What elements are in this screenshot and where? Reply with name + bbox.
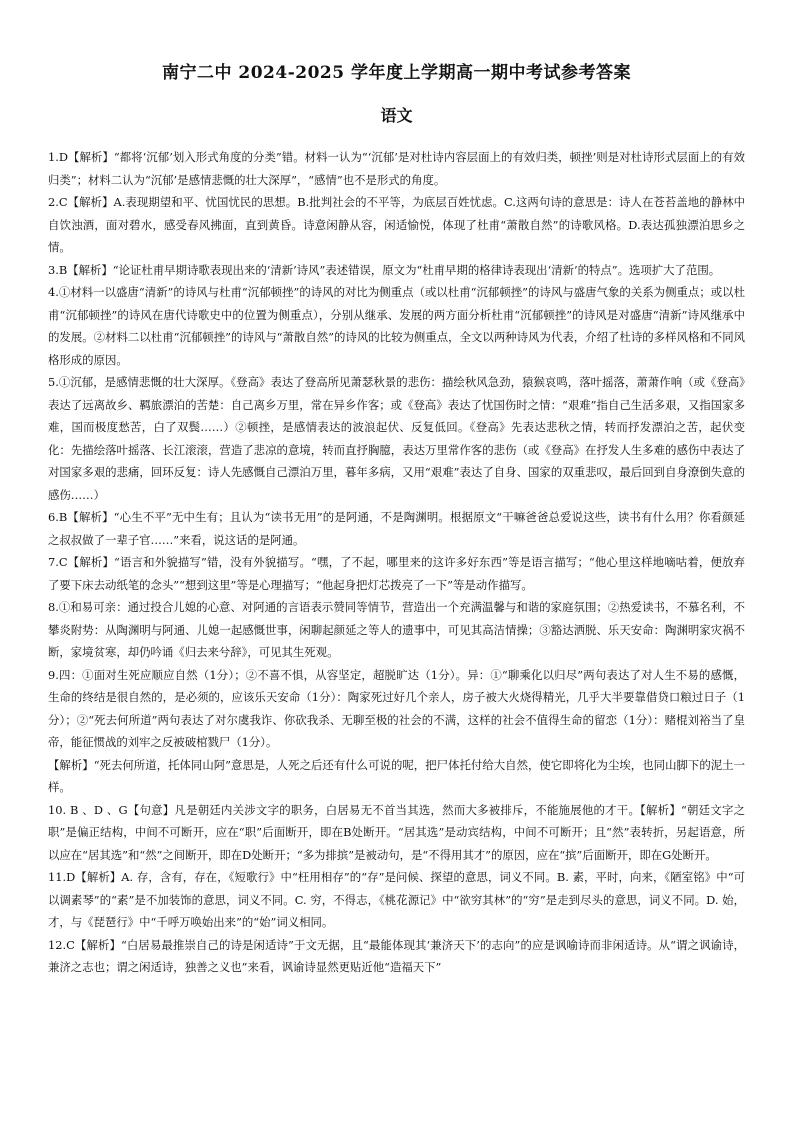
answer-document bbox=[48, 58, 745, 979]
answer-5: 5.①沉郁，是感情悲慨的壮大深厚。《登高》表达了登高所见萧瑟秋景的悲伤：描绘秋风急劲，猿猴哀鸣，落叶摇落，萧萧作响（或《登高》表达了远离故乡、羁旅漂泊的苦楚：自己离乡万里，常在异乡作客；或《登高》表达了忧国伤时之情：“艰难”指自己生活多艰，又指国家多难，国而极度愁苦，白了双鬓……）②顿挫，是感情表达的波浪起伏、反复低回。《登高》先表达悲秋之情，转而抒发漂泊之苦，起伏变化：先描绘落叶摇落、长江滚滚，营造了悲凉的意境，转而直抒胸臆，表达万里常作客的悲伤（或《登高》在抒发人生多难的感伤中表达了对国家多艰的悲痛，回环反复：诗人先感慨自己漂泊万里，暮年多病，又用“艰难”表达了自身、国家的双重悲叹，最后回到自身潦倒失意的感伤……） bbox=[48, 375, 745, 502]
subject-heading: 语文 bbox=[380, 106, 413, 125]
answer-9: 9.四：①面对生死应顺应自然（1分）；②不喜不惧，从容坚定，超脱旷达（1分）。异：①“聊乘化以归尽”两句表达了对人生不易的感慨，生命的终结是很自然的，是必须的，应该乐天安命（1分）：陶家死过好几个亲人，房子被大火烧得精光，几乎大半要靠借贷口粮过日子（1分）；②“死去何所道”两句表达了对尔虞我诈、你砍我杀、无聊至极的社会的不满，这样的社会不值得生命的留恋（1分）：赌棍刘裕当了皇帝，能征惯战的刘牢之反被破棺戮尸（1分）。 bbox=[48, 667, 745, 749]
answer-2: 2.C【解析】A.表现期望和平、忧国忧民的思想。B.批判社会的不平等，为底层百姓忧虑。C.这两句诗的意思是：诗人在苍苔盖地的静林中自饮浊酒，面对碧水，感受春风拂面，直到黄昏。诗意闲静从容，闲适愉悦，体现了杜甫“萧散自然”的诗歌风格。D.表达孤独漂泊思乡之情。 bbox=[48, 195, 745, 254]
answer-9-analysis: 【解析】“死去何所道，托体同山阿”意思是，人死之后还有什么可说的呢，把尸体托付给大自然，使它即将化为尘埃，也同山脚下的泥土一样。 bbox=[48, 757, 745, 794]
document-title: 南宁二中 2024-2025 学年度上学期高一期中考试参考答案 bbox=[161, 63, 632, 83]
answer-1: 1.D【解析】“都将‘沉郁’划入形式角度的分类”错。材料一认为“‘沉郁’是对杜诗内容层面上的有效归类，顿挫’则是对杜诗形式层面上的有效归类”；材料二认为“沉郁’是感情悲慨的壮大深厚”，“感情”也不是形式的角度。 bbox=[48, 150, 745, 187]
answer-6: 6.B【解析】“心生不平”无中生有；且认为“读书无用”的是阿通，不是陶渊明。根据原文“干嘛爸爸总爱说这些，读书有什么用？你看颜延之叔叔做了一辈子官……”来看，说这话的是阿通。 bbox=[48, 510, 745, 547]
answer-4: 4.①材料一以盛唐“清新”的诗风与杜甫“沉郁顿挫”的诗风的对比为侧重点（或以杜甫“沉郁顿挫”的诗风与盛唐气象的关系为侧重点；或以杜甫“沉郁顿挫”的诗风在唐代诗歌史中的位置为侧重点），分别从继承、发展的两方面分析杜甫“沉郁顿挫”的诗风是对盛唐“清新”诗风继承中的发展。②材料二以杜甫“沉郁顿挫”的诗风与“萧散自然”的诗风的比较为侧重点，全文以两种诗风为代表，介绍了杜诗的多样风格和不同风格形成的原因。 bbox=[48, 285, 745, 367]
answer-12: 12.C【解析】“白居易最推崇自己的诗是闲适诗”于文无据，且“最能体现其‘兼济天下’的志向”的应是讽喻诗而非闲适诗。从“谓之讽谕诗，兼济之志也；谓之闲适诗，独善之义也”来看，讽谕诗显然更贴近他“造福天下” bbox=[48, 937, 745, 974]
answer-7: 7.C【解析】“语言和外貌描写”错，没有外貌描写。“嘿，了不起，哪里来的这许多好东西”等是语言描写；“他心里这样地嘀咕着，便放弃了要下床去动纸笔的念头”“想到这里”等是心理描写；“他起身把灯芯拨亮了一下”等是动作描写。 bbox=[48, 555, 745, 592]
answer-10: 10. B 、D 、G【句意】凡是朝廷内关涉文字的职务，白居易无不首当其选，然而大多被排斥，不能施展他的才干。【解析】“朝廷文字之职”是偏正结构，中间不可断开，应在“职”后面断开，即在B处断开。“居其选”是动宾结构，中间不可断开；且“然”表转折，另起语意，所以应在“居其选”和“然”之间断开，即在D处断开；“多为排摈”是被动句，是“不得用其才”的原因，应在“摈”后面断开，即在G处断开。 bbox=[48, 802, 745, 862]
answer-11: 11.D【解析】A. 存，含有，存在，《短歌行》中“枉用相存”的“存”是问候、探望的意思，词义不同。B. 素，平时，向来，《陋室铭》中“可以调素琴”的“素”是不加装饰的意思，词义不同。C. 穷，不得志，《桃花源记》中“欲穷其林”的“穷”是走到尽头的意思，词义不同。D. 始，才，与《琵琶行》中“千呼万唤始出来”的“始”词义相同。 bbox=[48, 870, 745, 929]
answer-3: 3.B【解析】“论证杜甫早期诗歌表现出来的‘清新’诗风”表述错误，原文为“杜甫早期的格律诗表现出‘清新’的特点”。选项扩大了范围。 bbox=[48, 262, 721, 277]
answer-8: 8.①和易可亲：通过投合儿媳的心意、对阿通的言语表示赞同等情节，营造出一个充满温馨与和谐的家庭氛围；②热爱读书，不慕名利，不攀炎附势：从陶渊明与阿通、儿媳一起感慨世事，闲聊起颜延之等人的遗事中，可见其高洁情操；③豁达洒脱、乐天安命：陶渊明家灾祸不断，家境贫寒，却仍吟诵《归去来兮辞》，可见其生死观。 bbox=[48, 600, 745, 659]
answer-body bbox=[48, 146, 745, 979]
